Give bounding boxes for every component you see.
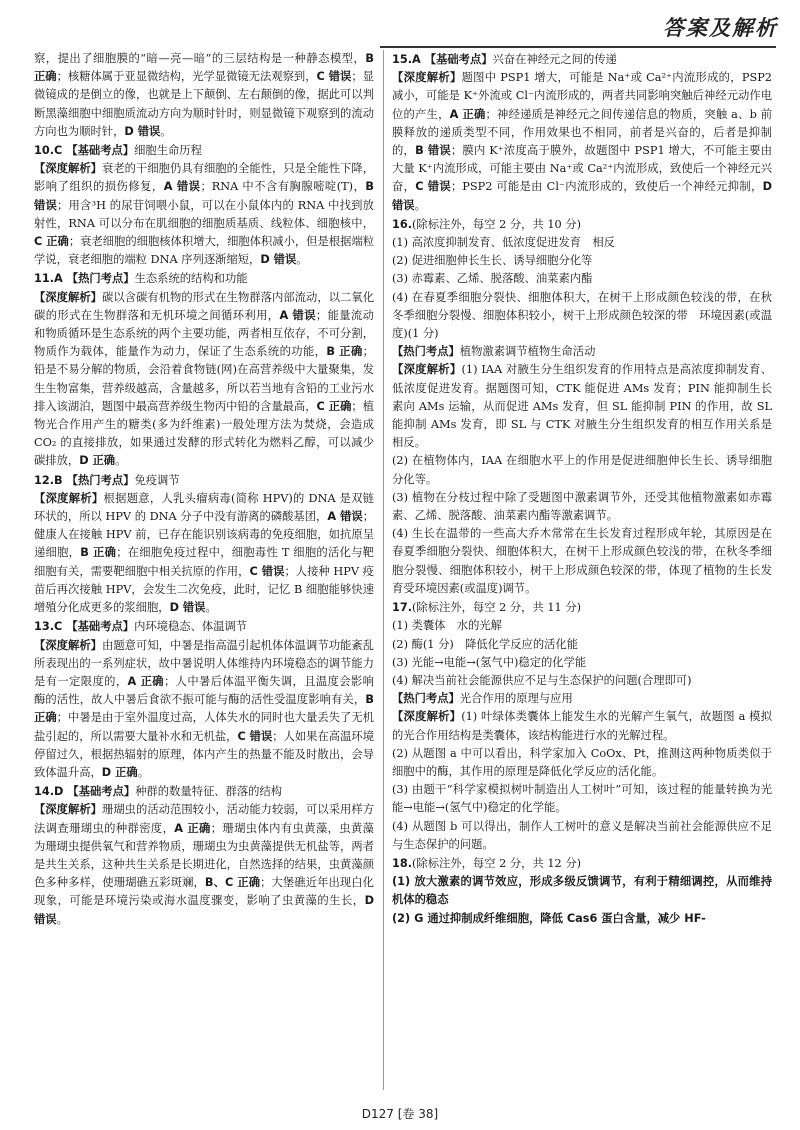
question-16 bbox=[392, 216, 772, 598]
point-tag: 【基础考点】 bbox=[424, 53, 493, 66]
analysis-text: 【深度解析】根据题意，人乳头瘤病毒(简称 HPV)的 DNA 是双链环状的，所以 HPV 的 DNA 分子中没有游离的磷酸基团，A 错误；健康人在接触 HPV 前，已存在能识别该病毒的免疫细胞，如抗原呈递细胞，B 正确；在细胞免疫过程中，细胞毒性 T 细胞的活化与靶细胞有关，需要靶细胞中相关抗原的作用，C 错误；人接种 HPV 疫苗后再次接触 HPV，会发生二次免疫，此时，记忆 B 细胞能够快速增殖分化成更多的浆细胞，D 错误。 bbox=[34, 491, 375, 615]
point-line: 【热门考点】光合作用的原理与应用 bbox=[392, 692, 573, 706]
carryover-paragraph: 察，提出了细胞膜的“暗—亮—暗”的三层结构是一种静态模型，B 正确；核糖体属于亚显微结构，光学显微镜无法观察到，C 错误；显微镜成的是倒立的像，也就是上下颠倒、左右颠倒的像，据此可以判断黑藻细胞中细胞质流动方向为顺时针时，则显微镜下观察到的流动方向也为顺时针，D 错误。 bbox=[34, 52, 374, 138]
analysis-text: 【深度解析】题图中 PSP1 增大，可能是 Na⁺或 Ca²⁺内流形成的，PSP2 减小，可能是 K⁺外流或 Cl⁻内流形成的，两者共同影响突触后神经元动作电位的产生，A 正确；神经递质是神经元之间传递信息的物质，突触 a、b 前膜释放的递质类型不同，作用效果也不相同，前者是兴奋的，后者是抑制的，B 错误；膜内 K⁺浓度高于膜外，故题图中 PSP1 增大，不可能主要由大量 K⁺内流形成，可能主要由 Na⁺或 Ca²⁺内流形成，致使后一个神经元兴奋，C 错误；PSP2 可能是由 Cl⁻内流形成的，致使后一个神经元抑制，D 错误。 bbox=[392, 71, 772, 212]
question-number: 18. bbox=[392, 856, 413, 870]
analysis-text: (2) 在植物体内，IAA 在细胞水平上的作用是促进细胞伸长生长、诱导细胞分化等。 bbox=[392, 454, 772, 486]
analysis-text: (2) 从题图 a 中可以看出，科学家加入 CoOx、Pt，推测这两种物质类似于细胞中的酶，其作用的原理是降低化学反应的活化能。 bbox=[392, 746, 772, 778]
question-12 bbox=[34, 472, 374, 618]
topic: 内环境稳态、体温调节 bbox=[134, 620, 248, 634]
question-number: 10. bbox=[34, 144, 55, 158]
question-10 bbox=[34, 142, 374, 269]
answer-letter: D bbox=[54, 785, 64, 799]
column-divider bbox=[383, 50, 384, 1090]
analysis-text: 【深度解析】(1) IAA 对腋生分生组织发育的作用特点是高浓度抑制发育、低浓度促进发育。据题图可知，CTK 能促进 AMs 发育；PIN 能抑制生长素向 AMs 运输，从而促进 AMs 发育，但 SL 能抑制 PIN 的作用，故 SL 能抑制 AMs 发育，即 SL 与 CTK 对腋生分生组织发育的相互作用关系是相反。 bbox=[392, 363, 772, 450]
answer-line: (4) 在春夏季细胞分裂快、细胞体积大，在树干上形成颜色较浅的带，在秋冬季细胞分裂慢、细胞体积较小，树干上形成颜色较深的带 环境因素(或温度)(1 分) bbox=[392, 290, 772, 341]
question-header bbox=[392, 51, 772, 69]
question-number: 12. bbox=[34, 473, 55, 487]
question-number: 17. bbox=[392, 601, 413, 615]
analysis-text: 【深度解析】(1) 叶绿体类囊体上能发生水的光解产生氧气，故题图 a 模拟的光合作用结构是类囊体，该结构能进行水的光解过程。 bbox=[392, 710, 772, 742]
question-header bbox=[34, 618, 374, 636]
answer-line: (3) 光能→电能→(氢气中)稳定的化学能 bbox=[392, 655, 587, 669]
answer-letter: B bbox=[54, 473, 63, 487]
question-number: 14. bbox=[34, 785, 55, 799]
point-line: 【热门考点】植物激素调节植物生命活动 bbox=[392, 345, 596, 359]
score-note: (除标注外，每空 2 分，共 10 分) bbox=[412, 217, 582, 231]
answer-letter: A bbox=[412, 53, 421, 66]
point-tag: 【基础考点】 bbox=[66, 620, 135, 634]
score-note: (除标注外，每空 2 分，共 12 分) bbox=[412, 856, 582, 870]
question-13 bbox=[34, 618, 374, 782]
point-tag: 【基础考点】 bbox=[66, 144, 135, 158]
analysis-text: 【深度解析】碳以含碳有机物的形式在生物群落内部流动，以二氧化碳的形式在生物群落和无机环境之间循环利用，A 错误；能量流动和物质循环是生态系统的两个主要功能，两者相互依存，不可分割，物质作为载体，能量作为动力，保证了生态系统的功能，B 正确；铅是不易分解的物质，会沿着食物链(网)在高营养级中大量聚集，发生生物富集，营养级越高，含量越多，所以若当地有含铅的工业污水排入该湖泊，题图中最高营养级生物丙中铅的含量最高，C 正确；植物光合作用产生的糖类(多为纤维素)一般处理方法为焚烧，会造成 CO₂ 的直接排放，如果通过发酵的形式转化为燃料乙醇，可以减少碳排放，D 正确。 bbox=[34, 290, 374, 468]
page-number: D127 [卷 38] bbox=[361, 1107, 439, 1121]
answer-line: (1) 高浓度抑制发育、低浓度促进发育 相反 bbox=[392, 236, 615, 250]
answer-letter: C bbox=[54, 144, 63, 158]
analysis-text: (3) 植物在分枝过程中除了受题图中激素调节外，还受其他植物激素如赤霉素、乙烯、脱落酸、油菜素内酯等激素调节。 bbox=[392, 490, 772, 523]
question-header bbox=[34, 783, 374, 801]
topic: 生态系统的结构和功能 bbox=[134, 272, 248, 286]
answer-line: (2) 促进细胞伸长生长、诱导细胞分化等 bbox=[392, 254, 593, 268]
score-note: (除标注外，每空 2 分，共 11 分) bbox=[412, 601, 582, 615]
question-header bbox=[34, 472, 374, 490]
left-column bbox=[34, 50, 374, 929]
question-14 bbox=[34, 783, 374, 929]
point-tag: 【热门考点】 bbox=[66, 272, 135, 286]
question-number: 16. bbox=[392, 217, 413, 231]
point-tag: 【热门考点】 bbox=[66, 473, 135, 487]
analysis-text: 【深度解析】衰老的干细胞仍具有细胞的全能性，只是全能性下降，影响了组织的损伤修复，A 错误；RNA 中不含有胸腺嘧啶(T)，B 错误；用含³H 的尿苷饲喂小鼠，可以在小鼠体内的 RNA 中找到放射性，RNA 可以分布在肌细胞的细胞质基质、线粒体、细胞核中，C 正确；衰老细胞的细胞核体积增大，细胞体积减小，但是根据端粒学说，衰老细胞的端粒 DNA 序列逐渐缩短，D 错误。 bbox=[34, 162, 374, 267]
analysis-text: (4) 从题图 b 可以得出，制作人工树叶的意义是解决当前社会能源供应不足与生态保护的问题。 bbox=[392, 819, 772, 851]
question-17 bbox=[392, 599, 772, 854]
answer-line: (2) G 通过抑制成纤维细胞，降低 Cas6 蛋白含量，减少 HF- bbox=[392, 911, 706, 925]
answer-line: (2) 酶(1 分) 降低化学反应的活化能 bbox=[392, 637, 579, 651]
question-number: 13. bbox=[34, 620, 55, 634]
answer-line: (1) 类囊体 水的光解 bbox=[392, 619, 502, 633]
answer-letter: C bbox=[54, 620, 63, 634]
analysis-text: (4) 生长在温带的一些高大乔木常常在生长发育过程形成年轮，其原因是在春夏季细胞分裂快、细胞体积大，在树干上形成颜色较浅的带，在秋冬季细胞分裂慢、细胞体积较小，树干上形成颜色较深的带，体现了植物的生长发育受环境因素(或温度)调节。 bbox=[392, 527, 772, 595]
question-header bbox=[392, 855, 772, 873]
question-number: 11. bbox=[34, 272, 55, 286]
topic: 细胞生命历程 bbox=[134, 144, 202, 158]
question-number: 15. bbox=[392, 53, 413, 66]
header-rule bbox=[380, 46, 776, 48]
right-column bbox=[392, 50, 772, 928]
question-header bbox=[392, 599, 772, 617]
page-header bbox=[663, 6, 778, 42]
answer-line: (3) 赤霉素、乙烯、脱落酸、油菜素内酯 bbox=[392, 272, 593, 286]
answer-letter: A bbox=[54, 272, 63, 286]
topic: 兴奋在神经元之间的传递 bbox=[492, 53, 617, 66]
question-header bbox=[34, 142, 374, 160]
analysis-text: 【深度解析】由题意可知，中暑是指高温引起机体体温调节功能紊乱所表现出的一系列症状，故中暑说明人体维持内环境稳态的调节能力是有一定限度的，A 正确；人中暑后体温平衡失调，且温度会影响酶的活性，故人中暑后食欲不振可能与酶的活性受温度影响有关，B 正确；中暑是由于室外温度过高，人体失水的同时也大量丢失了无机盐引起的，所以需要大量补水和无机盐，C 错误；人如果在高温环境停留过久，根据热辐射的原理，体内产生的热量不能及时散出，会导致体温升高，D 正确。 bbox=[34, 638, 374, 779]
analysis-text: (3) 由题干“科学家模拟树叶制造出人工树叶”可知，该过程的能量转换为光能→电能→(氢气中)稳定的化学能。 bbox=[392, 783, 772, 815]
question-18 bbox=[392, 855, 772, 928]
topic: 种群的数量特征、群落的结构 bbox=[135, 785, 283, 799]
question-header bbox=[34, 270, 374, 288]
question-15 bbox=[392, 51, 772, 215]
answer-line: (1) 放大激素的调节效应，形成多级反馈调节，有利于精细调控，从而维持机体的稳态 bbox=[392, 875, 772, 907]
question-header bbox=[392, 216, 772, 234]
question-11 bbox=[34, 270, 374, 470]
topic: 免疫调节 bbox=[134, 473, 180, 487]
header-title: 答案及解析 bbox=[663, 16, 778, 40]
answer-line: (4) 解决当前社会能源供应不足与生态保护的问题(合理即可) bbox=[392, 673, 692, 687]
point-tag: 【基础考点】 bbox=[67, 785, 136, 799]
analysis-text: 【深度解析】珊瑚虫的活动范围较小，活动能力较弱，可以采用样方法调查珊瑚虫的种群密度，A 正确；珊瑚虫体内有虫黄藻，虫黄藻为珊瑚虫提供氧气和营养物质，珊瑚虫为虫黄藻提供无机盐等，两者是共生关系，这种共生关系是长期进化，自然选择的结果，虫黄藻颜色多种多样，使珊瑚礁五彩斑斓，B、C 正确；大堡礁近年出现白化现象，可能是环境污染或海水温度骤变，影响了虫黄藻的生长，D 错误。 bbox=[34, 803, 374, 926]
